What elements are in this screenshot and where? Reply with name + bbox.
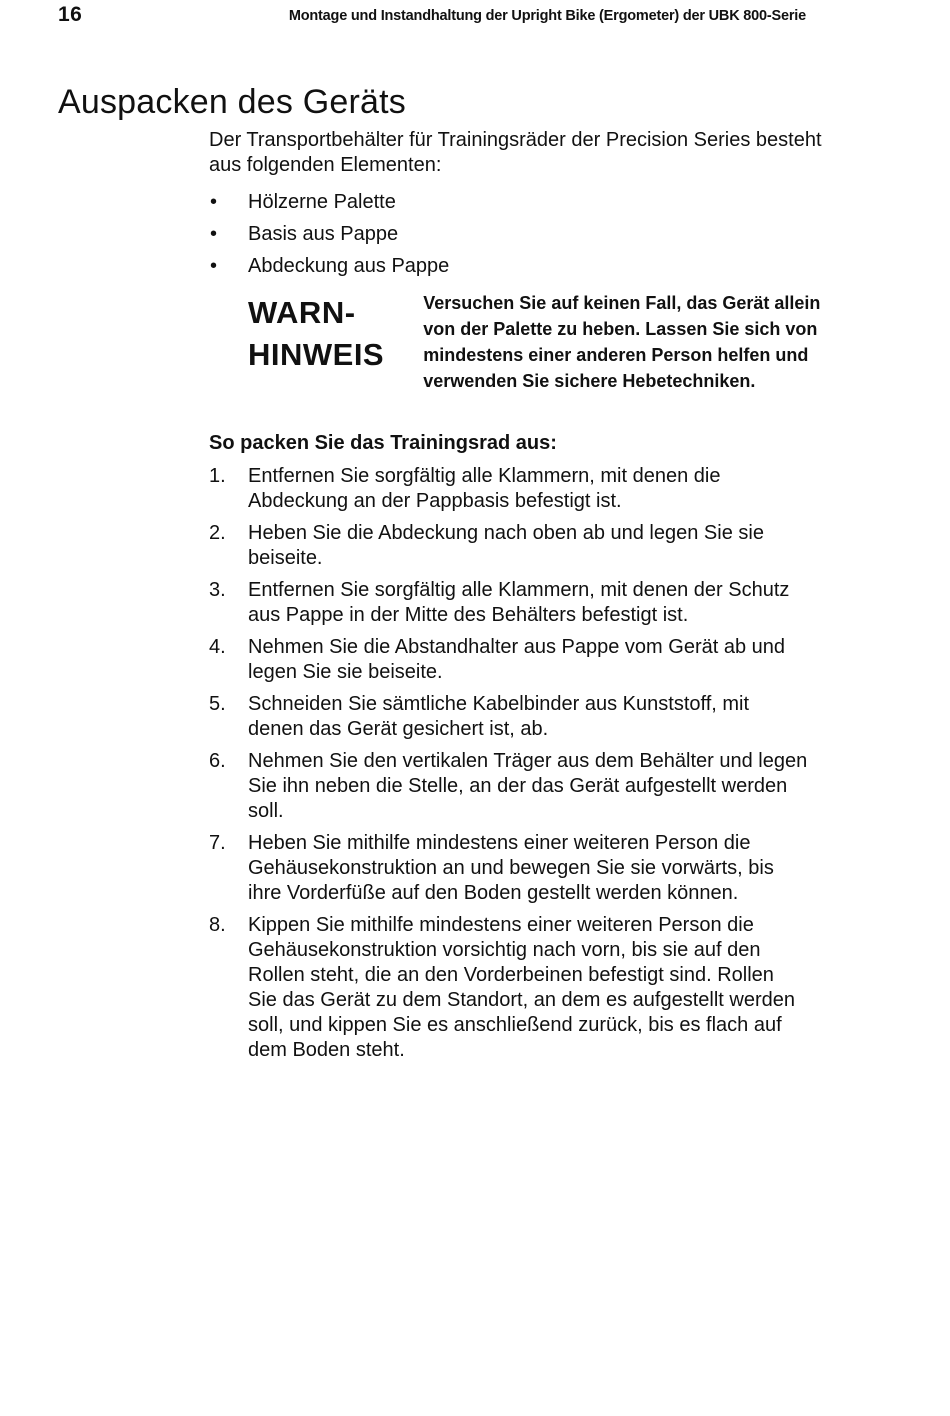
bullet-icon: • xyxy=(210,191,218,213)
step-text: Heben Sie die Abdeckung nach oben ab und legen Sie sie beiseite. xyxy=(248,522,764,569)
step-item xyxy=(209,464,808,514)
step-number: 6. xyxy=(209,750,226,772)
step-number: 3. xyxy=(209,579,226,601)
warning-label-line-2: HINWEIS xyxy=(248,337,385,372)
step-text: Kippen Sie mithilfe mindestens einer weiteren Person die Gehäusekonstruktion vorsichtig nach vorn, bis sie auf den Rollen steht, die an den Vorderbeinen befestigt sind. Rollen Sie das Gerät zu dem Standort, an dem es aufgestellt werden soll, und kippen Sie es anschließend zurück, bis es flach auf dem Boden steht. xyxy=(248,914,795,1061)
intro-paragraph: Der Transportbehälter für Trainingsräder der Precision Series besteht aus folgenden Elementen: xyxy=(209,129,822,176)
list-item-text: Abdeckung aus Pappe xyxy=(248,255,450,277)
step-item xyxy=(209,831,808,906)
list-item xyxy=(209,222,849,254)
step-number: 7. xyxy=(209,832,226,854)
bullet-icon: • xyxy=(210,255,218,277)
step-text: Entfernen Sie sorgfältig alle Klammern, mit denen der Schutz aus Pappe in der Mitte des Behälters befestigt ist. xyxy=(248,579,790,626)
section-content xyxy=(209,128,849,1070)
step-number: 4. xyxy=(209,636,226,658)
step-item xyxy=(209,635,808,685)
step-text: Schneiden Sie sämtliche Kabelbinder aus Kunststoff, mit denen das Gerät gesichert ist, ab. xyxy=(248,693,750,740)
step-number: 1. xyxy=(209,465,226,487)
step-item xyxy=(209,749,808,824)
procedure-heading: So packen Sie das Trainingsrad aus: xyxy=(209,432,557,454)
step-number: 5. xyxy=(209,693,226,715)
warning-label-line-1: WARN- xyxy=(248,295,356,330)
list-item-text: Hölzerne Palette xyxy=(248,191,396,213)
page-number: 16 xyxy=(58,3,83,26)
step-text: Nehmen Sie die Abstandhalter aus Pappe vom Gerät ab und legen Sie sie beiseite. xyxy=(248,636,786,683)
step-text: Nehmen Sie den vertikalen Träger aus dem Behälter und legen Sie ihn neben die Stelle, an der das Gerät aufgestellt werden soll. xyxy=(248,750,808,822)
running-header: Montage und Instandhaltung der Upright Bike (Ergometer) der UBK 800-Serie xyxy=(288,8,806,24)
warning-block xyxy=(209,292,849,394)
step-text: Heben Sie mithilfe mindestens einer weiteren Person die Gehäusekonstruktion an und bewegen Sie sie vorwärts, bis ihre Vorderfüße auf den Boden gestellt werden können. xyxy=(248,832,774,904)
warning-label xyxy=(248,292,423,376)
warning-text: Versuchen Sie auf keinen Fall, das Gerät allein von der Palette zu heben. Lassen Sie sich von mindestens einer anderen Person helfen und verwenden Sie sichere Hebetechniken. xyxy=(423,293,821,391)
step-item xyxy=(209,692,808,742)
list-item xyxy=(209,190,849,222)
step-number: 2. xyxy=(209,522,226,544)
list-item xyxy=(209,254,849,286)
step-number: 8. xyxy=(209,914,226,936)
procedure-steps xyxy=(209,464,849,1063)
list-item-text: Basis aus Pappe xyxy=(248,223,399,245)
step-item xyxy=(209,578,808,628)
contents-list xyxy=(209,190,849,286)
bullet-icon: • xyxy=(210,223,218,245)
step-item xyxy=(209,521,808,571)
section-title: Auspacken des Geräts xyxy=(58,83,406,121)
step-text: Entfernen Sie sorgfältig alle Klammern, mit denen die Abdeckung an der Pappbasis befestigt ist. xyxy=(248,465,721,512)
step-item xyxy=(209,913,808,1063)
